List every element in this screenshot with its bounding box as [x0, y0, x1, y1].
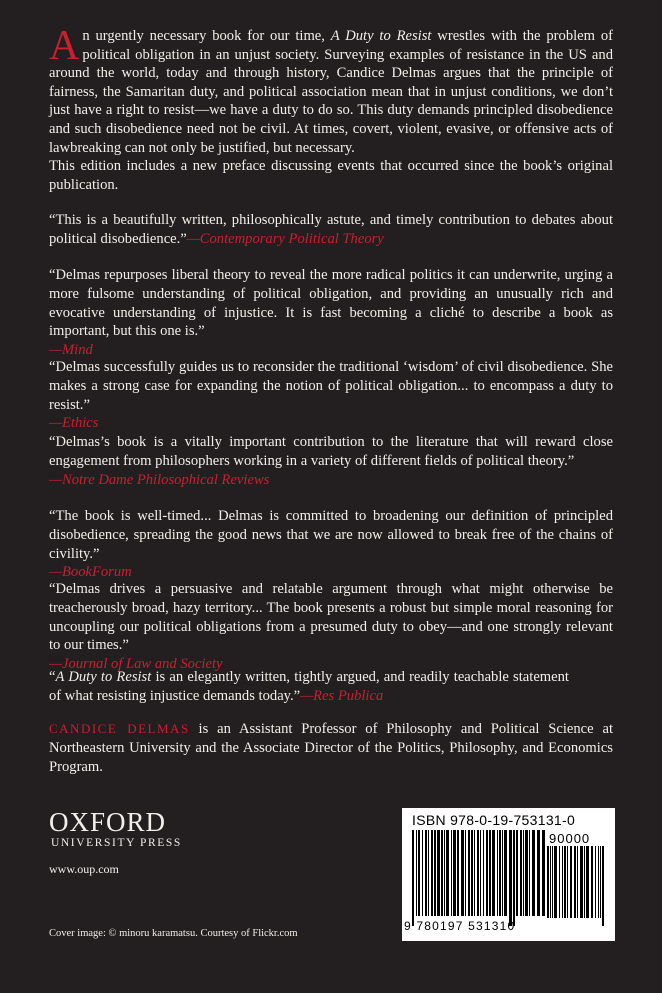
- book-title-italic: A Duty to Resist: [55, 669, 152, 685]
- review-text: “This is a beautifully written, philosophically astute, and timely contribution to debates about political disobedience.”: [49, 212, 613, 247]
- review-source: —Journal of Law and Society: [49, 656, 223, 673]
- author-bio: [49, 720, 613, 776]
- review-text: “Delmas successfully guides us to reconsider the traditional ‘wisdom’ of civil disobedience. She makes a strong case for expanding the notion of political obligation... to encompass a duty to resist.”: [49, 359, 613, 413]
- price-code: 90000: [549, 831, 591, 846]
- review-source: —Res Publica: [300, 687, 384, 704]
- cover-credit: Cover image: © minoru karamatsu. Courtesy of Flickr.com: [49, 928, 298, 939]
- author-bio-text: is an Assistant Professor of Philosophy and Political Science at Northeastern University and the Associate Director of the Politics, Philosophy, and Economics Program.: [49, 721, 613, 775]
- review-quote: [49, 433, 613, 489]
- description-paragraph: [49, 23, 613, 157]
- review-source: —Mind: [49, 342, 93, 359]
- description-text-start: n urgently necessary book for our time,: [82, 28, 331, 44]
- publisher-name: OXFORD: [49, 807, 167, 837]
- ean-digits: 9 780197 531310: [404, 919, 516, 933]
- open-quote: “: [49, 669, 56, 685]
- review-source: —Notre Dame Philosophical Reviews: [49, 471, 270, 488]
- review-quote: [49, 507, 613, 582]
- isbn-number: ISBN 978-0-19-753131-0: [412, 812, 576, 828]
- publisher-logo: [49, 808, 182, 850]
- review-source: —Contemporary Political Theory: [186, 230, 384, 247]
- review-quote: [49, 266, 613, 360]
- review-quote: [49, 358, 613, 433]
- edition-note: This edition includes a new preface discussing events that occurred since the book’s original publication.: [49, 158, 613, 193]
- review-text: “Delmas drives a persuasive and relatable argument through what might otherwise be treacherously broad, hazy territory... The book presents a robust but simple moral reasoning for uncoupling our political obligations from a presumed duty to obey—and one strongly relevant to our times.”: [49, 581, 613, 654]
- review-quote: [49, 211, 613, 249]
- publisher-subname: UNIVERSITY PRESS: [51, 837, 182, 849]
- publisher-url: www.oup.com: [49, 862, 119, 876]
- review-quote: [49, 580, 613, 674]
- barcode-panel: [402, 808, 615, 941]
- review-text: “The book is well-timed... Delmas is committed to broadening our definition of principled disobedience, spreading the good news that we are now allowed to break free of the chains of civility.”: [49, 508, 613, 562]
- review-source: —BookForum: [49, 564, 132, 581]
- drop-cap: A: [49, 23, 80, 69]
- book-title-italic: A Duty to Resist: [330, 28, 432, 44]
- description-text-rest: wrestles with the problem of political obligation in an unjust society. Surveying examples of resistance in the US and around the world, today and through history, Candice Delmas argues that the principle of fairness, the Samaritan duty, and political association mean that in unjust conditions, we don’t just have a right to resist—we have a duty to do so. This duty demands principled disobedience and such disobedience need not be civil. At times, covert, violent, evasive, or offensive acts of lawbreaking can not only be justified, but necessary.: [49, 28, 613, 156]
- author-name: CANDICE DELMAS: [49, 721, 190, 736]
- review-quote: [49, 668, 569, 706]
- review-text: “Delmas repurposes liberal theory to reveal the more radical politics it can underwrite, urging a more fulsome understanding of political obligation, and providing an unusually rich and evocative understanding of injustice. It is fast becoming a cliché to describe a book as important, but this one is.”: [49, 267, 613, 340]
- review-source: —Ethics: [49, 415, 99, 432]
- review-text: is an elegantly written, tightly argued, and readily teachable statement of what resisting injustice demands today.”: [49, 669, 569, 704]
- book-description: [49, 23, 613, 194]
- review-text: “Delmas’s book is a vitally important contribution to the literature that will reward close engagement from philosophers working in a variety of different fields of political theory.”: [49, 434, 613, 469]
